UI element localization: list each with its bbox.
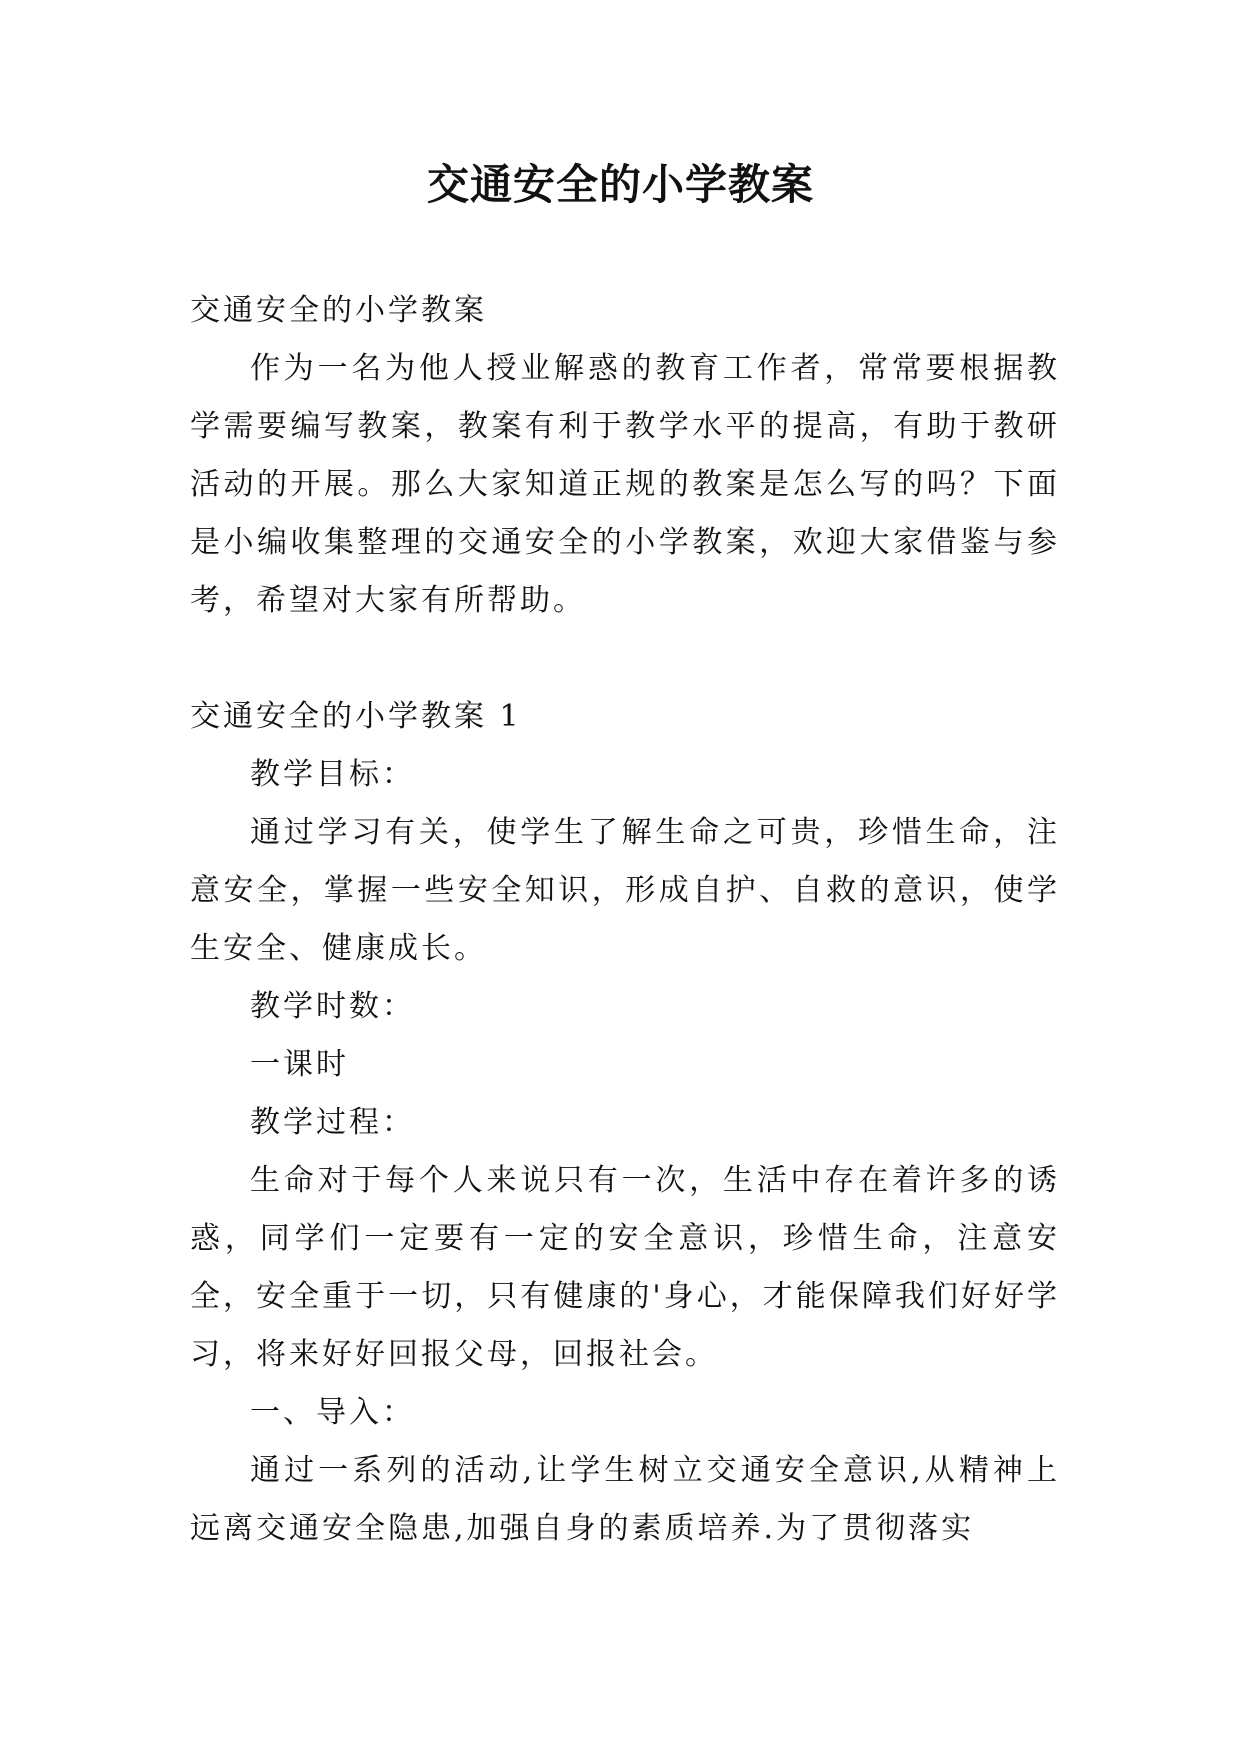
process-label: 教学过程： [250,1105,415,1140]
objective-paragraph: 通过学习有关，使学生了解生命之可贵，珍惜生命，注意安全，掌握一些安全知识，形成自护、自救的意识，使学生安全、健康成长。 [190,815,1060,966]
section-heading: 交通安全的小学教案 1 [190,699,522,734]
document-body [190,282,1060,1558]
objective-label: 教学目标： [250,757,415,792]
process-paragraph: 生命对于每个人来说只有一次，生活中存在着许多的诱惑，同学们一定要有一定的安全意识，珍惜生命，注意安全，安全重于一切，只有健康的'身心，才能保障我们好好学习，将来好好回报父母，回报社会。 [190,1163,1060,1372]
document-title: 交通安全的小学教案 [426,160,814,209]
intro-step-paragraph: 通过一系列的活动,让学生树立交通安全意识,从精神上远离交通安全隐患,加强自身的素质培养.为了贯彻落实 [190,1453,1060,1546]
hours-label: 教学时数： [250,989,415,1024]
hours-value: 一课时 [250,1047,349,1082]
intro-step-label: 一、导入： [250,1395,415,1430]
intro-paragraph: 作为一名为他人授业解惑的教育工作者，常常要根据教学需要编写教案，教案有利于教学水平的提高，有助于教研活动的开展。那么大家知道正规的教案是怎么写的吗？下面是小编收集整理的交通安全的小学教案，欢迎大家借鉴与参考，希望对大家有所帮助。 [190,351,1060,618]
subtitle-paragraph: 交通安全的小学教案 [190,293,487,328]
